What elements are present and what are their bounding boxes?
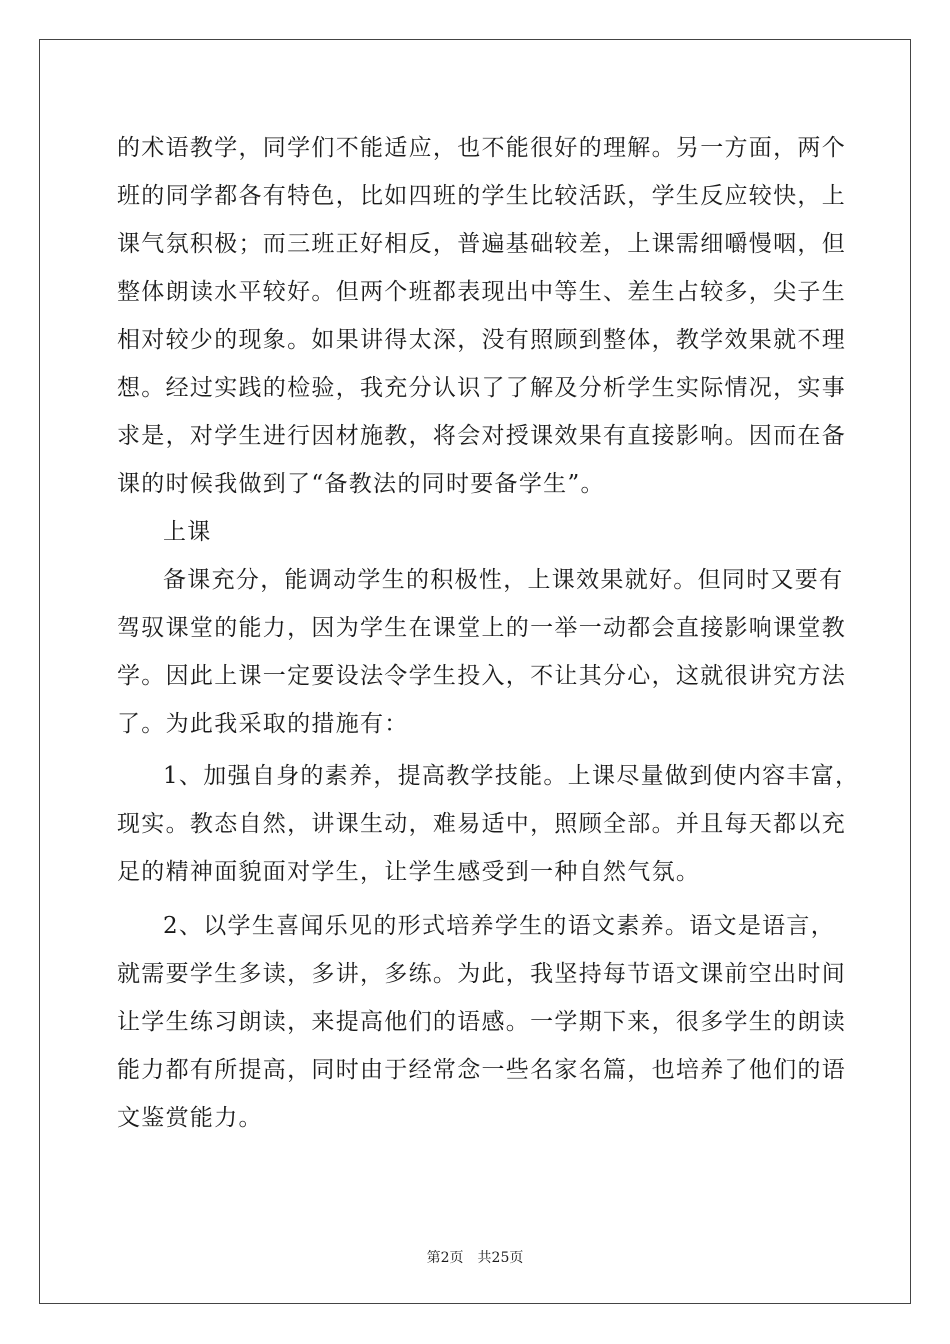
text-line: 足的精神面貌面对学生，让学生感受到一种自然气氛。 [117,859,701,885]
list-item-1: 1、加强自身的素养，提高教学技能。上课尽量做到使内容丰富， [163,763,860,789]
text-line: 备课充分，能调动学生的积极性，上课效果就好。但同时又要有 [163,567,844,593]
text-line: 的术语教学，同学们不能适应，也不能很好的理解。另一方面，两个 [117,135,846,161]
page-total: 共25页 [477,1250,524,1266]
text-line: 就需要学生多读，多讲，多练。为此，我坚持每节语文课前空出时间 [117,961,846,987]
text-line: 能力都有所提高，同时由于经常念一些名家名篇，也培养了他们的语 [117,1057,846,1083]
text-line: 现实。教态自然，讲课生动，难易适中，照顾全部。并且每天都以充 [117,811,846,837]
text-line: 想。经过实践的检验，我充分认识了了解及分析学生实际情况，实事 [117,375,846,401]
text-line: 文鉴赏能力。 [117,1105,263,1131]
text-line: 求是，对学生进行因材施教，将会对授课效果有直接影响。因而在备 [117,423,846,449]
text-line: 驾驭课堂的能力，因为学生在课堂上的一举一动都会直接影响课堂教 [117,615,846,641]
document-body [117,124,860,1142]
text-line: 班的同学都各有特色，比如四班的学生比较活跃，学生反应较快，上 [117,183,846,209]
section-heading: 上课 [163,519,212,545]
list-item-2: 2、以学生喜闻乐见的形式培养学生的语文素养。语文是语言， [163,913,836,939]
text-line: 整体朗读水平较好。但两个班都表现出中等生、差生占较多，尖子生 [117,279,846,305]
text-line: 学。因此上课一定要设法令学生投入，不让其分心，这就很讲究方法 [117,663,846,689]
text-line: 相对较少的现象。如果讲得太深，没有照顾到整体，教学效果就不理 [117,327,846,353]
page-footer [0,1247,950,1267]
page-number: 第2页 [426,1250,464,1266]
text-line: 了。为此我采取的措施有： [117,711,409,737]
text-line: 让学生练习朗读，来提高他们的语感。一学期下来，很多学生的朗读 [117,1009,846,1035]
text-line: 课的时候我做到了“备教法的同时要备学生”。 [117,471,605,497]
text-line: 课气氛积极；而三班正好相反，普遍基础较差，上课需细嚼慢咽，但 [117,231,846,257]
